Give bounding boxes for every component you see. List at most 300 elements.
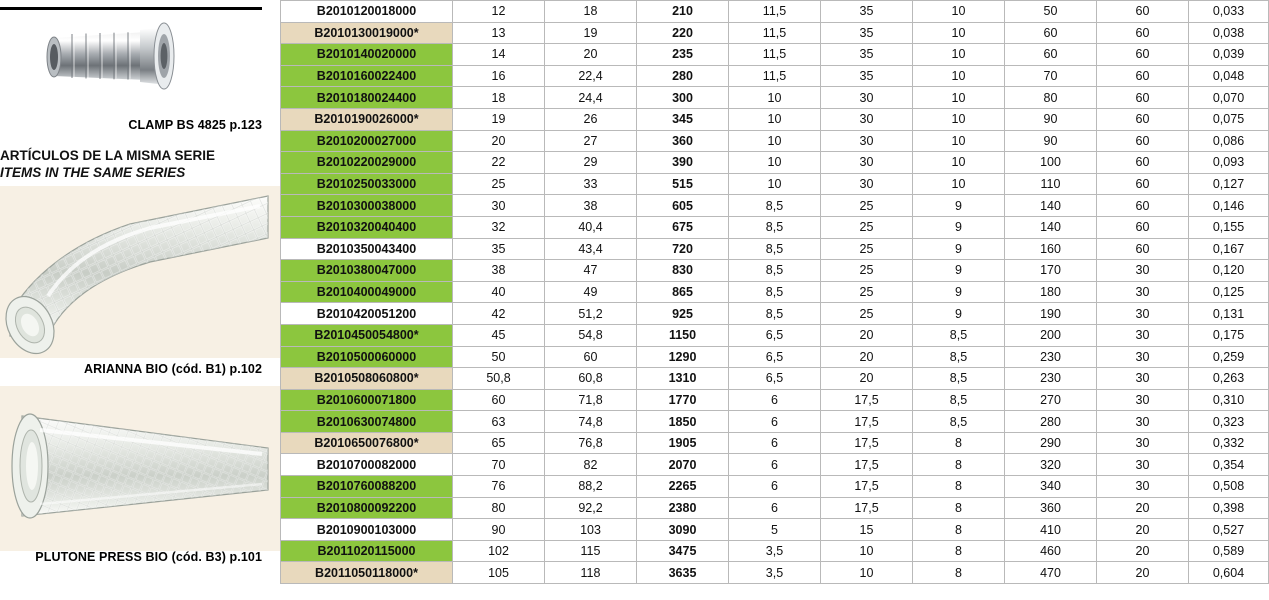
cell-value: 10 — [913, 152, 1005, 174]
cell-value: 10 — [729, 173, 821, 195]
cell-value: 2380 — [637, 497, 729, 519]
cell-value: 60 — [1097, 216, 1189, 238]
cell-value: 82 — [545, 454, 637, 476]
table-row — [281, 519, 1269, 541]
cell-value: 60 — [1097, 195, 1189, 217]
cell-article-code: B2010190026000* — [281, 108, 453, 130]
table-row — [281, 346, 1269, 368]
cell-value: 11,5 — [729, 44, 821, 66]
cell-value: 25 — [821, 260, 913, 282]
cell-value: 30 — [1097, 260, 1189, 282]
cell-value: 60 — [1005, 44, 1097, 66]
cell-value: 90 — [1005, 130, 1097, 152]
cell-value: 3475 — [637, 540, 729, 562]
cell-value: 8,5 — [913, 324, 1005, 346]
cell-value: 8,5 — [729, 195, 821, 217]
cell-value: 515 — [637, 173, 729, 195]
cell-value: 320 — [1005, 454, 1097, 476]
cell-value: 170 — [1005, 260, 1097, 282]
cell-article-code: B2010180024400 — [281, 87, 453, 109]
cell-value: 30 — [1097, 324, 1189, 346]
cell-value: 3,5 — [729, 562, 821, 584]
cell-value: 65 — [453, 432, 545, 454]
cell-value: 0,131 — [1189, 303, 1269, 325]
cell-value: 6,5 — [729, 346, 821, 368]
spec-table-wrap — [280, 0, 1269, 600]
cell-value: 10 — [729, 108, 821, 130]
cell-article-code: B2010700082000 — [281, 454, 453, 476]
table-row — [281, 65, 1269, 87]
cell-value: 925 — [637, 303, 729, 325]
cell-value: 43,4 — [545, 238, 637, 260]
cell-value: 30 — [1097, 368, 1189, 390]
cell-article-code: B2010350043400 — [281, 238, 453, 260]
cell-value: 10 — [729, 130, 821, 152]
cell-value: 360 — [637, 130, 729, 152]
cell-value: 30 — [453, 195, 545, 217]
table-row — [281, 497, 1269, 519]
cell-value: 118 — [545, 562, 637, 584]
cell-value: 33 — [545, 173, 637, 195]
cell-value: 11,5 — [729, 65, 821, 87]
cell-value: 10 — [729, 87, 821, 109]
cell-value: 470 — [1005, 562, 1097, 584]
cell-value: 0,259 — [1189, 346, 1269, 368]
cell-value: 9 — [913, 216, 1005, 238]
cell-value: 92,2 — [545, 497, 637, 519]
cell-value: 3090 — [637, 519, 729, 541]
cell-article-code: B2010450054800* — [281, 324, 453, 346]
cell-value: 35 — [453, 238, 545, 260]
cell-value: 0,033 — [1189, 1, 1269, 23]
cell-value: 340 — [1005, 476, 1097, 498]
table-row — [281, 562, 1269, 584]
cell-value: 24,4 — [545, 87, 637, 109]
cell-value: 8,5 — [913, 346, 1005, 368]
cell-article-code: B2010420051200 — [281, 303, 453, 325]
cell-value: 60 — [545, 346, 637, 368]
cell-value: 20 — [821, 368, 913, 390]
cell-value: 0,604 — [1189, 562, 1269, 584]
cell-value: 2070 — [637, 454, 729, 476]
cell-value: 6 — [729, 454, 821, 476]
table-row — [281, 281, 1269, 303]
cell-value: 70 — [453, 454, 545, 476]
cell-article-code: B2010160022400 — [281, 65, 453, 87]
cell-article-code: B2010630074800 — [281, 411, 453, 433]
cell-value: 38 — [453, 260, 545, 282]
cell-value: 180 — [1005, 281, 1097, 303]
cell-article-code: B2010130019000* — [281, 22, 453, 44]
cell-value: 35 — [821, 1, 913, 23]
cell-value: 22,4 — [545, 65, 637, 87]
spec-table — [280, 0, 1269, 584]
plutone-caption: PLUTONE PRESS BIO (cód. B3) p.101 — [35, 550, 262, 564]
cell-value: 17,5 — [821, 432, 913, 454]
cell-value: 60 — [1005, 22, 1097, 44]
cell-value: 0,093 — [1189, 152, 1269, 174]
cell-value: 60 — [1097, 108, 1189, 130]
cell-value: 60 — [1097, 173, 1189, 195]
cell-value: 74,8 — [545, 411, 637, 433]
cell-article-code: B2010320040400 — [281, 216, 453, 238]
cell-value: 6,5 — [729, 368, 821, 390]
cell-value: 0,263 — [1189, 368, 1269, 390]
cell-value: 25 — [821, 216, 913, 238]
cell-value: 8 — [913, 476, 1005, 498]
cell-value: 1310 — [637, 368, 729, 390]
cell-value: 38 — [545, 195, 637, 217]
table-row — [281, 1, 1269, 23]
cell-value: 30 — [1097, 476, 1189, 498]
cell-value: 90 — [1005, 108, 1097, 130]
cell-value: 17,5 — [821, 454, 913, 476]
cell-value: 30 — [1097, 432, 1189, 454]
cell-article-code: B2010760088200 — [281, 476, 453, 498]
cell-value: 30 — [821, 152, 913, 174]
cell-value: 17,5 — [821, 497, 913, 519]
cell-value: 13 — [453, 22, 545, 44]
cell-value: 20 — [1097, 540, 1189, 562]
cell-value: 1905 — [637, 432, 729, 454]
table-row — [281, 260, 1269, 282]
cell-value: 3,5 — [729, 540, 821, 562]
cell-value: 30 — [1097, 411, 1189, 433]
cell-value: 0,527 — [1189, 519, 1269, 541]
cell-value: 0,039 — [1189, 44, 1269, 66]
cell-article-code: B2010900103000 — [281, 519, 453, 541]
cell-value: 45 — [453, 324, 545, 346]
cell-value: 50 — [1005, 1, 1097, 23]
cell-value: 51,2 — [545, 303, 637, 325]
cell-value: 9 — [913, 195, 1005, 217]
cell-value: 280 — [1005, 411, 1097, 433]
cell-value: 30 — [1097, 454, 1189, 476]
cell-value: 76 — [453, 476, 545, 498]
cell-value: 290 — [1005, 432, 1097, 454]
top-divider — [0, 7, 262, 10]
arianna-caption: ARIANNA BIO (cód. B1) p.102 — [84, 362, 262, 376]
cell-value: 105 — [453, 562, 545, 584]
cell-value: 0,332 — [1189, 432, 1269, 454]
cell-value: 8 — [913, 454, 1005, 476]
cell-value: 11,5 — [729, 1, 821, 23]
cell-value: 25 — [821, 238, 913, 260]
cell-article-code: B2010400049000 — [281, 281, 453, 303]
arianna-bio-image — [0, 186, 280, 358]
table-row — [281, 432, 1269, 454]
table-row — [281, 152, 1269, 174]
cell-value: 49 — [545, 281, 637, 303]
cell-value: 10 — [913, 173, 1005, 195]
cell-value: 8 — [913, 562, 1005, 584]
cell-value: 30 — [1097, 346, 1189, 368]
cell-article-code: B2010120018000 — [281, 1, 453, 23]
cell-value: 9 — [913, 281, 1005, 303]
cell-value: 8 — [913, 432, 1005, 454]
cell-article-code: B2010508060800* — [281, 368, 453, 390]
table-row — [281, 454, 1269, 476]
cell-value: 60,8 — [545, 368, 637, 390]
cell-article-code: B2010500060000 — [281, 346, 453, 368]
cell-article-code: B2010800092200 — [281, 497, 453, 519]
cell-value: 60 — [1097, 152, 1189, 174]
cell-value: 100 — [1005, 152, 1097, 174]
cell-value: 63 — [453, 411, 545, 433]
cell-value: 0,508 — [1189, 476, 1269, 498]
cell-value: 10 — [913, 65, 1005, 87]
cell-value: 60 — [453, 389, 545, 411]
table-row — [281, 87, 1269, 109]
table-row — [281, 540, 1269, 562]
clamp-fitting-illustration — [28, 18, 188, 96]
cell-value: 25 — [821, 281, 913, 303]
cell-value: 32 — [453, 216, 545, 238]
cell-value: 160 — [1005, 238, 1097, 260]
cell-value: 6,5 — [729, 324, 821, 346]
cell-value: 8,5 — [913, 368, 1005, 390]
cell-value: 30 — [821, 108, 913, 130]
cell-value: 76,8 — [545, 432, 637, 454]
table-row — [281, 238, 1269, 260]
clamp-caption: CLAMP BS 4825 p.123 — [128, 118, 262, 132]
table-row — [281, 303, 1269, 325]
cell-value: 22 — [453, 152, 545, 174]
cell-value: 60 — [1097, 65, 1189, 87]
table-row — [281, 44, 1269, 66]
cell-value: 30 — [821, 173, 913, 195]
cell-value: 60 — [1097, 238, 1189, 260]
cell-value: 11,5 — [729, 22, 821, 44]
table-row — [281, 108, 1269, 130]
cell-value: 220 — [637, 22, 729, 44]
cell-value: 0,175 — [1189, 324, 1269, 346]
cell-value: 40 — [453, 281, 545, 303]
cell-value: 54,8 — [545, 324, 637, 346]
cell-value: 70 — [1005, 65, 1097, 87]
cell-article-code: B2010140020000 — [281, 44, 453, 66]
cell-value: 5 — [729, 519, 821, 541]
cell-value: 410 — [1005, 519, 1097, 541]
cell-value: 8,5 — [729, 216, 821, 238]
cell-value: 25 — [453, 173, 545, 195]
cell-value: 0,310 — [1189, 389, 1269, 411]
cell-value: 88,2 — [545, 476, 637, 498]
cell-value: 605 — [637, 195, 729, 217]
cell-value: 345 — [637, 108, 729, 130]
cell-value: 115 — [545, 540, 637, 562]
cell-value: 390 — [637, 152, 729, 174]
cell-value: 230 — [1005, 368, 1097, 390]
cell-value: 35 — [821, 65, 913, 87]
cell-article-code: B2010300038000 — [281, 195, 453, 217]
cell-article-code: B2010250033000 — [281, 173, 453, 195]
cell-value: 720 — [637, 238, 729, 260]
cell-value: 103 — [545, 519, 637, 541]
cell-value: 0,167 — [1189, 238, 1269, 260]
cell-value: 50,8 — [453, 368, 545, 390]
cell-value: 30 — [1097, 303, 1189, 325]
cell-value: 60 — [1097, 22, 1189, 44]
cell-value: 14 — [453, 44, 545, 66]
cell-article-code: B2010200027000 — [281, 130, 453, 152]
cell-value: 8,5 — [729, 303, 821, 325]
cell-value: 12 — [453, 1, 545, 23]
cell-value: 30 — [1097, 281, 1189, 303]
cell-value: 830 — [637, 260, 729, 282]
cell-value: 0,354 — [1189, 454, 1269, 476]
cell-value: 40,4 — [545, 216, 637, 238]
cell-value: 8 — [913, 540, 1005, 562]
cell-value: 10 — [913, 87, 1005, 109]
cell-value: 30 — [1097, 389, 1189, 411]
cell-article-code: B2010600071800 — [281, 389, 453, 411]
cell-value: 16 — [453, 65, 545, 87]
cell-value: 675 — [637, 216, 729, 238]
series-title-es: ARTÍCULOS DE LA MISMA SERIE — [0, 148, 216, 163]
cell-value: 270 — [1005, 389, 1097, 411]
cell-value: 0,120 — [1189, 260, 1269, 282]
cell-value: 10 — [913, 108, 1005, 130]
cell-value: 0,589 — [1189, 540, 1269, 562]
cell-value: 10 — [821, 562, 913, 584]
cell-value: 10 — [913, 130, 1005, 152]
table-row — [281, 368, 1269, 390]
cell-value: 200 — [1005, 324, 1097, 346]
cell-value: 80 — [453, 497, 545, 519]
series-title-en: ITEMS IN THE SAME SERIES — [0, 165, 186, 180]
cell-article-code: B2010380047000 — [281, 260, 453, 282]
cell-value: 10 — [729, 152, 821, 174]
cell-value: 0,127 — [1189, 173, 1269, 195]
cell-value: 8,5 — [913, 411, 1005, 433]
cell-value: 60 — [1097, 1, 1189, 23]
cell-value: 140 — [1005, 216, 1097, 238]
table-row — [281, 173, 1269, 195]
cell-value: 60 — [1097, 44, 1189, 66]
cell-value: 140 — [1005, 195, 1097, 217]
cell-value: 10 — [821, 540, 913, 562]
cell-value: 60 — [1097, 87, 1189, 109]
cell-value: 8,5 — [729, 238, 821, 260]
cell-value: 865 — [637, 281, 729, 303]
table-row — [281, 195, 1269, 217]
cell-value: 0,398 — [1189, 497, 1269, 519]
cell-value: 0,075 — [1189, 108, 1269, 130]
cell-value: 20 — [1097, 562, 1189, 584]
cell-value: 90 — [453, 519, 545, 541]
cell-value: 6 — [729, 432, 821, 454]
left-sidebar — [0, 0, 280, 600]
cell-value: 18 — [545, 1, 637, 23]
cell-value: 10 — [913, 22, 1005, 44]
cell-value: 1150 — [637, 324, 729, 346]
cell-value: 190 — [1005, 303, 1097, 325]
cell-value: 6 — [729, 411, 821, 433]
cell-value: 8,5 — [729, 281, 821, 303]
cell-value: 8 — [913, 497, 1005, 519]
cell-value: 0,125 — [1189, 281, 1269, 303]
cell-value: 47 — [545, 260, 637, 282]
cell-value: 3635 — [637, 562, 729, 584]
cell-value: 0,086 — [1189, 130, 1269, 152]
cell-value: 8,5 — [729, 260, 821, 282]
cell-value: 2265 — [637, 476, 729, 498]
cell-value: 6 — [729, 389, 821, 411]
cell-value: 0,048 — [1189, 65, 1269, 87]
cell-value: 29 — [545, 152, 637, 174]
cell-value: 20 — [1097, 519, 1189, 541]
cell-value: 0,155 — [1189, 216, 1269, 238]
cell-value: 19 — [453, 108, 545, 130]
cell-value: 8,5 — [913, 389, 1005, 411]
cell-value: 19 — [545, 22, 637, 44]
cell-value: 50 — [453, 346, 545, 368]
cell-value: 25 — [821, 303, 913, 325]
cell-value: 10 — [913, 1, 1005, 23]
cell-value: 26 — [545, 108, 637, 130]
plutone-press-bio-image — [0, 386, 280, 551]
cell-value: 1850 — [637, 411, 729, 433]
cell-value: 360 — [1005, 497, 1097, 519]
cell-value: 0,038 — [1189, 22, 1269, 44]
cell-value: 42 — [453, 303, 545, 325]
cell-value: 6 — [729, 497, 821, 519]
cell-value: 0,146 — [1189, 195, 1269, 217]
cell-article-code: B2010650076800* — [281, 432, 453, 454]
table-row — [281, 411, 1269, 433]
table-row — [281, 22, 1269, 44]
cell-value: 15 — [821, 519, 913, 541]
cell-value: 6 — [729, 476, 821, 498]
cell-value: 80 — [1005, 87, 1097, 109]
cell-value: 17,5 — [821, 411, 913, 433]
cell-value: 30 — [821, 87, 913, 109]
cell-value: 210 — [637, 1, 729, 23]
cell-value: 9 — [913, 260, 1005, 282]
cell-value: 235 — [637, 44, 729, 66]
cell-value: 8 — [913, 519, 1005, 541]
cell-article-code: B2011020115000 — [281, 540, 453, 562]
cell-value: 25 — [821, 195, 913, 217]
cell-value: 17,5 — [821, 389, 913, 411]
cell-value: 20 — [821, 346, 913, 368]
cell-value: 300 — [637, 87, 729, 109]
cell-value: 30 — [821, 130, 913, 152]
table-row — [281, 324, 1269, 346]
table-row — [281, 130, 1269, 152]
cell-value: 60 — [1097, 130, 1189, 152]
table-row — [281, 389, 1269, 411]
cell-value: 17,5 — [821, 476, 913, 498]
cell-value: 0,070 — [1189, 87, 1269, 109]
table-row — [281, 476, 1269, 498]
cell-value: 460 — [1005, 540, 1097, 562]
cell-value: 1290 — [637, 346, 729, 368]
cell-value: 230 — [1005, 346, 1097, 368]
table-row — [281, 216, 1269, 238]
cell-value: 35 — [821, 44, 913, 66]
cell-article-code: B2011050118000* — [281, 562, 453, 584]
cell-value: 20 — [545, 44, 637, 66]
cell-value: 35 — [821, 22, 913, 44]
cell-value: 27 — [545, 130, 637, 152]
cell-value: 20 — [453, 130, 545, 152]
cell-value: 110 — [1005, 173, 1097, 195]
cell-value: 0,323 — [1189, 411, 1269, 433]
cell-value: 20 — [1097, 497, 1189, 519]
cell-value: 102 — [453, 540, 545, 562]
